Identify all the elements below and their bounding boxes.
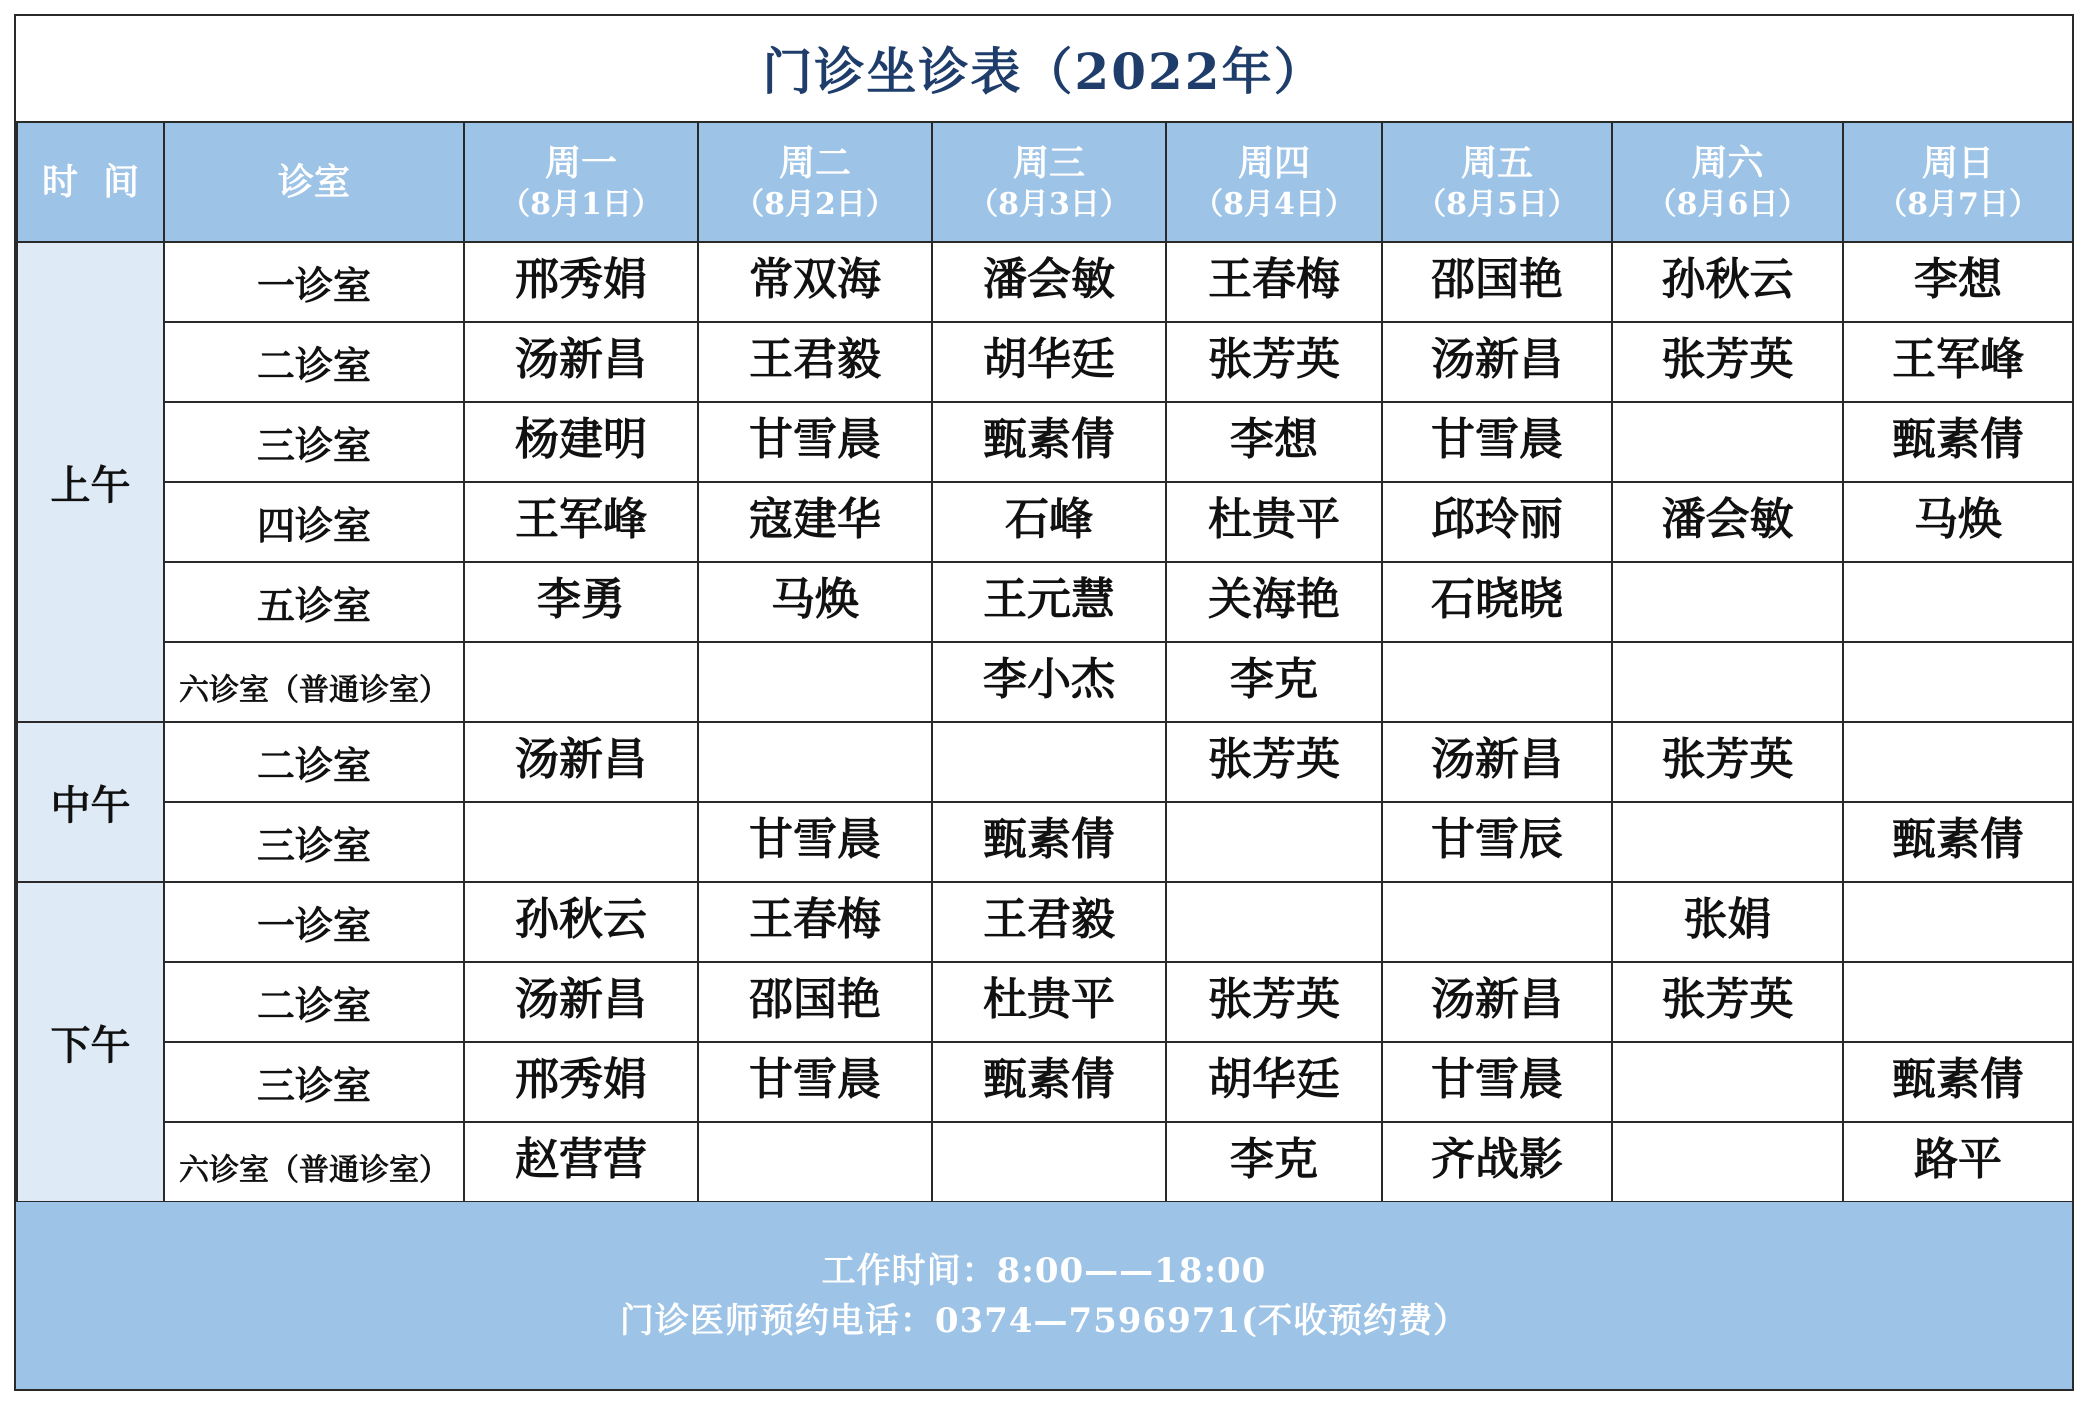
- doctor-cell: 邢秀娟: [464, 1042, 698, 1122]
- doctor-cell: [1843, 642, 2073, 722]
- table-row: [17, 722, 2073, 802]
- doctor-cell: 邵国艳: [1382, 242, 1612, 322]
- period-noon: 中午: [17, 722, 164, 882]
- room-cell: 三诊室: [164, 402, 464, 482]
- doctor-cell: 王军峰: [1843, 322, 2073, 402]
- doctor-cell: 汤新昌: [1382, 322, 1612, 402]
- doctor-cell: 张娟: [1612, 882, 1843, 962]
- table-row: [17, 402, 2073, 482]
- room-cell: 三诊室: [164, 1042, 464, 1122]
- table-row: [17, 322, 2073, 402]
- header-day: [1382, 122, 1612, 242]
- doctor-cell: 邢秀娟: [464, 242, 698, 322]
- doctor-cell: 潘会敏: [1612, 482, 1843, 562]
- doctor-cell: [1612, 562, 1843, 642]
- doctor-cell: [1166, 802, 1382, 882]
- doctor-cell: 甄素倩: [932, 802, 1166, 882]
- room-cell: 六诊室（普通诊室）: [164, 1122, 464, 1202]
- room-cell: 二诊室: [164, 962, 464, 1042]
- doctor-cell: 甘雪晨: [698, 1042, 932, 1122]
- doctor-cell: 李想: [1843, 242, 2073, 322]
- doctor-cell: 汤新昌: [464, 722, 698, 802]
- doctor-cell: [932, 722, 1166, 802]
- table-row: [17, 1122, 2073, 1202]
- day-name: 周五: [1460, 141, 1533, 184]
- doctor-cell: [932, 1122, 1166, 1202]
- doctor-cell: [464, 802, 698, 882]
- doctor-cell: 李小杰: [932, 642, 1166, 722]
- period-afternoon: 下午: [17, 882, 164, 1202]
- room-cell: 五诊室: [164, 562, 464, 642]
- day-name: 周六: [1691, 141, 1764, 184]
- room-cell: 六诊室（普通诊室）: [164, 642, 464, 722]
- room-cell: 三诊室: [164, 802, 464, 882]
- doctor-cell: [1612, 1042, 1843, 1122]
- doctor-cell: 杜贵平: [1166, 482, 1382, 562]
- doctor-cell: 杜贵平: [932, 962, 1166, 1042]
- doctor-cell: 邱玲丽: [1382, 482, 1612, 562]
- day-name: 周四: [1237, 141, 1310, 184]
- doctor-cell: 胡华廷: [932, 322, 1166, 402]
- doctor-cell: 甘雪晨: [1382, 1042, 1612, 1122]
- table-row: [17, 882, 2073, 962]
- day-date: （8月6日）: [1646, 186, 1809, 222]
- day-date: （8月4日）: [1193, 186, 1355, 222]
- room-cell: 一诊室: [164, 242, 464, 322]
- header-day: [1612, 122, 1843, 242]
- doctor-cell: 王军峰: [464, 482, 698, 562]
- header-time: 时 间: [17, 122, 164, 242]
- doctor-cell: [698, 642, 932, 722]
- working-hours: 工作时间：8:00——18:00: [821, 1250, 1267, 1291]
- doctor-cell: 关海艳: [1166, 562, 1382, 642]
- doctor-cell: [1166, 882, 1382, 962]
- doctor-cell: 甘雪晨: [698, 402, 932, 482]
- period-morning: 上午: [17, 242, 164, 722]
- doctor-cell: 张芳英: [1612, 722, 1843, 802]
- day-name: 周一: [544, 141, 617, 184]
- doctor-cell: 常双海: [698, 242, 932, 322]
- room-cell: 四诊室: [164, 482, 464, 562]
- doctor-cell: 赵营营: [464, 1122, 698, 1202]
- day-date: （8月1日）: [500, 186, 662, 222]
- doctor-cell: 寇建华: [698, 482, 932, 562]
- doctor-cell: 甄素倩: [1843, 402, 2073, 482]
- doctor-cell: [698, 722, 932, 802]
- doctor-cell: 汤新昌: [1382, 962, 1612, 1042]
- doctor-cell: 杨建明: [464, 402, 698, 482]
- doctor-cell: 石晓晓: [1382, 562, 1612, 642]
- doctor-cell: [1612, 802, 1843, 882]
- doctor-cell: 王春梅: [1166, 242, 1382, 322]
- header-day: [1843, 122, 2073, 242]
- table-row: [17, 802, 2073, 882]
- doctor-cell: 李想: [1166, 402, 1382, 482]
- doctor-cell: 张芳英: [1612, 962, 1843, 1042]
- doctor-cell: 王元慧: [932, 562, 1166, 642]
- doctor-cell: 马焕: [1843, 482, 2073, 562]
- day-name: 周日: [1921, 141, 1994, 184]
- doctor-cell: 张芳英: [1612, 322, 1843, 402]
- doctor-cell: 王春梅: [698, 882, 932, 962]
- day-date: （8月3日）: [968, 186, 1130, 222]
- doctor-cell: 张芳英: [1166, 962, 1382, 1042]
- doctor-cell: 路平: [1843, 1122, 2073, 1202]
- doctor-cell: 汤新昌: [464, 322, 698, 402]
- doctor-cell: 甄素倩: [932, 1042, 1166, 1122]
- schedule-table: [16, 121, 2074, 1203]
- table-row: [17, 642, 2073, 722]
- table-row: [17, 962, 2073, 1042]
- doctor-cell: 汤新昌: [1382, 722, 1612, 802]
- doctor-cell: 甄素倩: [1843, 802, 2073, 882]
- doctor-cell: 孙秋云: [464, 882, 698, 962]
- day-name: 周二: [778, 141, 851, 184]
- header-day: [464, 122, 698, 242]
- doctor-cell: 孙秋云: [1612, 242, 1843, 322]
- day-date: （8月2日）: [734, 186, 896, 222]
- doctor-cell: 王君毅: [932, 882, 1166, 962]
- doctor-cell: 甘雪晨: [1382, 402, 1612, 482]
- doctor-cell: [1612, 642, 1843, 722]
- doctor-cell: [1612, 1122, 1843, 1202]
- room-cell: 二诊室: [164, 722, 464, 802]
- doctor-cell: 甘雪晨: [698, 802, 932, 882]
- header-day: [698, 122, 932, 242]
- doctor-cell: 张芳英: [1166, 322, 1382, 402]
- footer-banner: [16, 1202, 2072, 1389]
- doctor-cell: 石峰: [932, 482, 1166, 562]
- header-room: 诊室: [164, 122, 464, 242]
- doctor-cell: 甄素倩: [1843, 1042, 2073, 1122]
- doctor-cell: 张芳英: [1166, 722, 1382, 802]
- page-title: 门诊坐诊表（2022年）: [762, 42, 1326, 101]
- table-row: [17, 1042, 2073, 1122]
- room-cell: 二诊室: [164, 322, 464, 402]
- doctor-cell: [1382, 882, 1612, 962]
- day-date: （8月7日）: [1877, 186, 2039, 222]
- doctor-cell: [1843, 882, 2073, 962]
- doctor-cell: 齐战影: [1382, 1122, 1612, 1202]
- doctor-cell: 甄素倩: [932, 402, 1166, 482]
- header-row: [17, 122, 2073, 242]
- doctor-cell: 胡华廷: [1166, 1042, 1382, 1122]
- doctor-cell: [1382, 642, 1612, 722]
- doctor-cell: [1612, 402, 1843, 482]
- doctor-cell: 马焕: [698, 562, 932, 642]
- doctor-cell: 潘会敏: [932, 242, 1166, 322]
- day-name: 周三: [1012, 141, 1085, 184]
- doctor-cell: 李克: [1166, 1122, 1382, 1202]
- doctor-cell: 李勇: [464, 562, 698, 642]
- doctor-cell: 汤新昌: [464, 962, 698, 1042]
- doctor-cell: [698, 1122, 932, 1202]
- header-day: [1166, 122, 1382, 242]
- doctor-cell: [464, 642, 698, 722]
- day-date: （8月5日）: [1416, 186, 1578, 222]
- room-cell: 一诊室: [164, 882, 464, 962]
- doctor-cell: 邵国艳: [698, 962, 932, 1042]
- doctor-cell: 王君毅: [698, 322, 932, 402]
- doctor-cell: [1843, 722, 2073, 802]
- doctor-cell: 甘雪辰: [1382, 802, 1612, 882]
- doctor-cell: [1843, 962, 2073, 1042]
- table-row: [17, 482, 2073, 562]
- table-row: [17, 562, 2073, 642]
- table-row: [17, 242, 2073, 322]
- appointment-phone: 门诊医师预约电话：0374—7596971(不收预约费）: [619, 1300, 1469, 1341]
- doctor-cell: 李克: [1166, 642, 1382, 722]
- doctor-cell: [1843, 562, 2073, 642]
- header-day: [932, 122, 1166, 242]
